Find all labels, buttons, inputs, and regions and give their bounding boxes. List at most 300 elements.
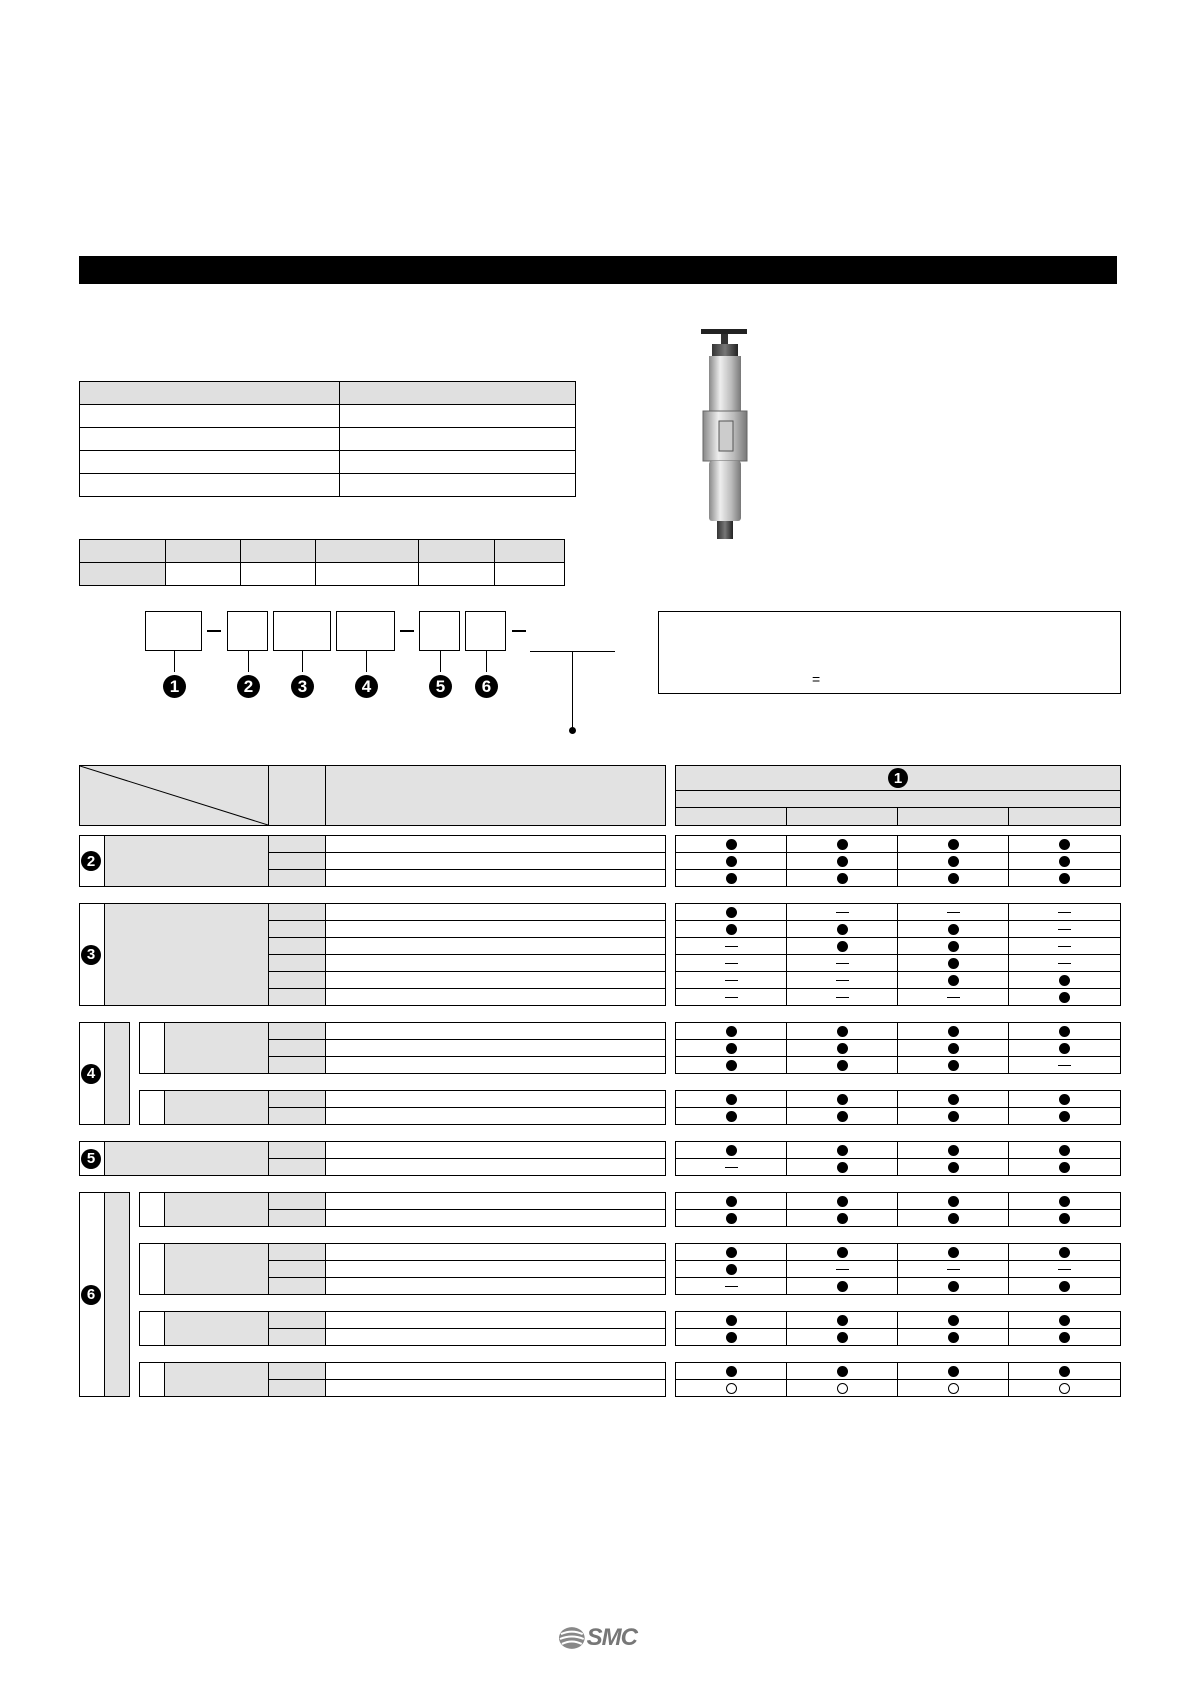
compatibility-cell (1008, 971, 1121, 989)
group-label-3 (79, 903, 269, 1006)
compatibility-cell (675, 903, 787, 921)
option-description-cell (325, 1362, 666, 1380)
available-mark (948, 924, 959, 935)
available-mark (948, 1281, 959, 1292)
compatibility-cell (675, 988, 787, 1006)
option-code-cell (268, 1243, 326, 1261)
option-description-cell (325, 852, 666, 870)
compatibility-cell (786, 1039, 898, 1057)
not-available-mark (836, 1269, 849, 1270)
available-mark (948, 975, 959, 986)
available-mark (726, 856, 737, 867)
group-label-6 (104, 1192, 130, 1397)
group-label-2 (79, 835, 269, 887)
matrix-model-header (675, 765, 1121, 791)
option-code-cell (268, 1141, 326, 1159)
not-available-mark (725, 997, 738, 998)
leader-dot (569, 727, 576, 734)
compatibility-cell (897, 954, 1009, 972)
compatibility-cell (675, 1362, 787, 1380)
callout-number-6: 6 (475, 675, 498, 698)
compatibility-cell (897, 1379, 1009, 1397)
available-mark (948, 1247, 959, 1258)
compatibility-cell (786, 852, 898, 870)
separator-dash (512, 630, 526, 632)
model-code-box-3 (273, 611, 331, 651)
note-box (658, 611, 1121, 694)
available-mark (1059, 1111, 1070, 1122)
compatibility-cell (1008, 1056, 1121, 1074)
compatibility-cell (897, 835, 1009, 853)
option-mark (726, 1383, 737, 1394)
separator-dash (207, 630, 221, 632)
group-badge-5: 5 (81, 1149, 101, 1169)
option-code-cell (268, 937, 326, 955)
compatibility-cell (897, 1022, 1009, 1040)
available-mark (948, 873, 959, 884)
available-mark (837, 1145, 848, 1156)
separator-dash (400, 630, 414, 632)
group-label-4 (104, 1022, 130, 1125)
equal-sign: = (812, 671, 821, 687)
compatibility-cell (675, 1158, 787, 1176)
available-mark (1059, 1315, 1070, 1326)
model-col-3 (897, 807, 1009, 826)
smc-logo-icon (557, 1625, 587, 1651)
compatibility-cell (675, 1141, 787, 1159)
compatibility-cell (675, 1090, 787, 1108)
available-mark (837, 1315, 848, 1326)
available-mark (837, 873, 848, 884)
available-mark (837, 1094, 848, 1105)
available-mark (837, 839, 848, 850)
available-mark (726, 907, 737, 918)
option-code-cell (268, 852, 326, 870)
not-available-mark (725, 1286, 738, 1287)
option-mark (948, 1383, 959, 1394)
option-description-cell (325, 1158, 666, 1176)
compatibility-cell (897, 971, 1009, 989)
callout-number-3: 3 (291, 675, 314, 698)
available-mark (948, 839, 959, 850)
group-badge-cell (79, 835, 105, 887)
available-mark (726, 1196, 737, 1207)
compatibility-cell (1008, 1022, 1121, 1040)
compatibility-cell (786, 1260, 898, 1278)
available-mark (726, 1026, 737, 1037)
leader-5 (440, 651, 441, 672)
model-col-2 (786, 807, 898, 826)
available-mark (948, 1145, 959, 1156)
option-description-cell (325, 937, 666, 955)
callout-number-1: 1 (163, 675, 186, 698)
available-mark (837, 1043, 848, 1054)
option-description-cell (325, 869, 666, 887)
compatibility-cell (786, 1107, 898, 1125)
available-mark (837, 941, 848, 952)
available-mark (726, 1145, 737, 1156)
group-badge-cell (79, 1141, 105, 1176)
available-mark (948, 1315, 959, 1326)
matrix-description-header (325, 765, 666, 826)
compatibility-cell (675, 1311, 787, 1329)
leader-1 (174, 651, 175, 672)
compatibility-cell (1008, 1277, 1121, 1295)
available-mark (1059, 1213, 1070, 1224)
available-mark (1059, 1094, 1070, 1105)
available-mark (726, 839, 737, 850)
available-mark (948, 1366, 959, 1377)
compatibility-cell (675, 1192, 787, 1210)
compatibility-cell (1008, 1090, 1121, 1108)
compatibility-cell (1008, 1362, 1121, 1380)
smc-logo-text: SMC (586, 1624, 637, 1651)
compatibility-cell (1008, 903, 1121, 921)
compatibility-cell (786, 1158, 898, 1176)
option-description-cell (325, 1056, 666, 1074)
option-description-cell (325, 1277, 666, 1295)
compatibility-cell (1008, 1260, 1121, 1278)
option-code-cell (268, 1379, 326, 1397)
compatibility-cell (897, 1311, 1009, 1329)
compatibility-cell (1008, 1158, 1121, 1176)
compatibility-cell (786, 1022, 898, 1040)
available-mark (837, 1332, 848, 1343)
section-header-bar (79, 256, 1117, 284)
compatibility-cell (1008, 1243, 1121, 1261)
option-code-cell (268, 1090, 326, 1108)
available-mark (1059, 1162, 1070, 1173)
product-regulator-image (695, 326, 755, 544)
compatibility-cell (1008, 1328, 1121, 1346)
subgroup-index-cell (139, 1022, 165, 1074)
option-mark (837, 1383, 848, 1394)
compatibility-cell (1008, 937, 1121, 955)
available-mark (1059, 975, 1070, 986)
available-mark (1059, 1247, 1070, 1258)
model-table (79, 539, 565, 586)
not-available-mark (725, 1167, 738, 1168)
compatibility-cell (1008, 920, 1121, 938)
compatibility-cell (786, 937, 898, 955)
available-mark (948, 856, 959, 867)
compatibility-cell (1008, 1107, 1121, 1125)
available-mark (837, 1213, 848, 1224)
option-description-cell (325, 1328, 666, 1346)
compatibility-cell (786, 1311, 898, 1329)
compatibility-cell (897, 903, 1009, 921)
available-mark (837, 856, 848, 867)
option-code-cell (268, 1328, 326, 1346)
available-mark (837, 1060, 848, 1071)
available-mark (948, 958, 959, 969)
available-mark (1059, 992, 1070, 1003)
available-mark (948, 1332, 959, 1343)
not-available-mark (836, 912, 849, 913)
available-mark (837, 1366, 848, 1377)
compatibility-cell (786, 954, 898, 972)
compatibility-cell (897, 852, 1009, 870)
available-mark (1059, 839, 1070, 850)
option-code-cell (268, 1277, 326, 1295)
leader-3 (302, 651, 303, 672)
not-available-mark (1058, 1065, 1071, 1066)
spec-table (79, 381, 576, 497)
available-mark (726, 1043, 737, 1054)
available-mark (1059, 1145, 1070, 1156)
compatibility-cell (897, 920, 1009, 938)
available-mark (1059, 1366, 1070, 1377)
not-available-mark (725, 963, 738, 964)
not-available-mark (725, 946, 738, 947)
available-mark (948, 1196, 959, 1207)
compatibility-cell (786, 835, 898, 853)
option-code-cell (268, 1209, 326, 1227)
compatibility-cell (675, 1328, 787, 1346)
available-mark (837, 1162, 848, 1173)
option-description-cell (325, 1311, 666, 1329)
compatibility-cell (675, 1022, 787, 1040)
compatibility-cell (786, 1209, 898, 1227)
available-mark (726, 1366, 737, 1377)
compatibility-cell (786, 1056, 898, 1074)
option-code-cell (268, 903, 326, 921)
compatibility-cell (786, 1379, 898, 1397)
available-mark (1059, 856, 1070, 867)
option-code-cell (268, 1311, 326, 1329)
compatibility-cell (1008, 1209, 1121, 1227)
available-mark (726, 1094, 737, 1105)
model-col-1 (675, 807, 787, 826)
group-badge-cell (79, 903, 105, 1006)
compatibility-cell (786, 1328, 898, 1346)
option-description-cell (325, 954, 666, 972)
available-mark (837, 1281, 848, 1292)
subgroup-label (164, 1362, 269, 1397)
model-col-4 (1008, 807, 1121, 826)
option-description-cell (325, 1379, 666, 1397)
compatibility-cell (1008, 1039, 1121, 1057)
compatibility-cell (675, 920, 787, 938)
compatibility-cell (675, 1056, 787, 1074)
available-mark (726, 873, 737, 884)
matrix-symbol-header (268, 765, 326, 826)
option-code-cell (268, 869, 326, 887)
compatibility-cell (897, 1277, 1009, 1295)
option-code-cell (268, 835, 326, 853)
available-mark (837, 924, 848, 935)
not-available-mark (836, 963, 849, 964)
option-description-cell (325, 1039, 666, 1057)
group-badge-6: 6 (81, 1285, 101, 1305)
subgroup-label (164, 1311, 269, 1346)
compatibility-cell (786, 1362, 898, 1380)
compatibility-cell (675, 835, 787, 853)
compatibility-cell (897, 937, 1009, 955)
compatibility-cell (1008, 835, 1121, 853)
option-code-cell (268, 1039, 326, 1057)
compatibility-cell (897, 1158, 1009, 1176)
available-mark (726, 1247, 737, 1258)
compatibility-cell (786, 903, 898, 921)
option-description-cell (325, 1260, 666, 1278)
compatibility-cell (786, 1090, 898, 1108)
available-mark (1059, 1026, 1070, 1037)
model-code-box-2 (227, 611, 268, 651)
leader-2 (248, 651, 249, 672)
compatibility-cell (1008, 954, 1121, 972)
not-available-mark (1058, 963, 1071, 964)
available-mark (726, 1213, 737, 1224)
subgroup-label (164, 1192, 269, 1227)
compatibility-cell (897, 1039, 1009, 1057)
subgroup-index-cell (139, 1243, 165, 1295)
option-code-cell (268, 1362, 326, 1380)
compatibility-cell (897, 1090, 1009, 1108)
group-badge-3: 3 (81, 945, 101, 965)
available-mark (948, 1094, 959, 1105)
available-mark (1059, 1332, 1070, 1343)
compatibility-cell (786, 1277, 898, 1295)
compatibility-cell (675, 869, 787, 887)
not-available-mark (947, 997, 960, 998)
compatibility-cell (786, 1141, 898, 1159)
option-code-cell (268, 954, 326, 972)
available-mark (837, 1111, 848, 1122)
subgroup-label (164, 1022, 269, 1074)
compatibility-cell (786, 1243, 898, 1261)
compatibility-cell (897, 1328, 1009, 1346)
group-badge-cell (79, 1022, 105, 1125)
compatibility-cell (897, 1056, 1009, 1074)
option-description-cell (325, 1090, 666, 1108)
option-mark (1059, 1383, 1070, 1394)
option-description-cell (325, 1192, 666, 1210)
option-code-cell (268, 1158, 326, 1176)
option-code-cell (268, 971, 326, 989)
compatibility-cell (897, 1192, 1009, 1210)
compatibility-cell (786, 869, 898, 887)
compatibility-cell (675, 954, 787, 972)
available-mark (1059, 1281, 1070, 1292)
option-description-cell (325, 1141, 666, 1159)
compatibility-cell (897, 869, 1009, 887)
compatibility-cell (1008, 1311, 1121, 1329)
compatibility-cell (675, 971, 787, 989)
subgroup-index-cell (139, 1362, 165, 1397)
not-available-mark (1058, 929, 1071, 930)
compatibility-cell (675, 852, 787, 870)
available-mark (948, 941, 959, 952)
available-mark (726, 1332, 737, 1343)
compatibility-cell (786, 920, 898, 938)
available-mark (726, 1264, 737, 1275)
compatibility-cell (897, 988, 1009, 1006)
compatibility-cell (675, 1260, 787, 1278)
subgroup-index-cell (139, 1090, 165, 1125)
available-mark (837, 1026, 848, 1037)
compatibility-cell (1008, 1379, 1121, 1397)
not-available-mark (1058, 912, 1071, 913)
option-leader-line-vertical (572, 651, 573, 730)
leader-4 (366, 651, 367, 672)
option-description-cell (325, 988, 666, 1006)
option-description-cell (325, 835, 666, 853)
not-available-mark (1058, 1269, 1071, 1270)
option-code-cell (268, 920, 326, 938)
not-available-mark (947, 912, 960, 913)
subgroup-label (164, 1243, 269, 1295)
group-badge-cell (79, 1192, 105, 1397)
callout-number-4: 4 (355, 675, 378, 698)
option-description-cell (325, 1243, 666, 1261)
not-available-mark (725, 980, 738, 981)
compatibility-cell (786, 1192, 898, 1210)
model-code-box-6 (465, 611, 506, 651)
diagonal-line (80, 766, 268, 825)
available-mark (1059, 1043, 1070, 1054)
not-available-mark (947, 1269, 960, 1270)
compatibility-cell (1008, 852, 1121, 870)
compatibility-cell (897, 1141, 1009, 1159)
available-mark (837, 1196, 848, 1207)
compatibility-cell (897, 1243, 1009, 1261)
not-available-mark (1058, 946, 1071, 947)
callout-number-5: 5 (429, 675, 452, 698)
available-mark (726, 1111, 737, 1122)
available-mark (726, 1315, 737, 1326)
group-badge-4: 4 (81, 1064, 101, 1084)
subgroup-index-cell (139, 1311, 165, 1346)
callout-number-2: 2 (237, 675, 260, 698)
leader-6 (486, 651, 487, 672)
available-mark (948, 1111, 959, 1122)
option-description-cell (325, 971, 666, 989)
available-mark (1059, 1196, 1070, 1207)
not-available-mark (836, 980, 849, 981)
compatibility-cell (1008, 1141, 1121, 1159)
option-code-cell (268, 1022, 326, 1040)
compatibility-cell (897, 1107, 1009, 1125)
option-code-cell (268, 1192, 326, 1210)
option-code-cell (268, 988, 326, 1006)
subgroup-index-cell (139, 1192, 165, 1227)
available-mark (1059, 873, 1070, 884)
available-mark (948, 1162, 959, 1173)
compatibility-cell (675, 937, 787, 955)
matrix-corner-header (79, 765, 269, 826)
available-mark (948, 1060, 959, 1071)
compatibility-cell (897, 1362, 1009, 1380)
group-badge-2: 2 (81, 851, 101, 871)
compatibility-cell (786, 988, 898, 1006)
compatibility-cell (1008, 1192, 1121, 1210)
model-code-box-5 (419, 611, 460, 651)
compatibility-cell (675, 1277, 787, 1295)
option-description-cell (325, 920, 666, 938)
subgroup-label (164, 1090, 269, 1125)
option-code-cell (268, 1107, 326, 1125)
model-code-box-4 (336, 611, 395, 651)
option-code-cell (268, 1260, 326, 1278)
group-label-5 (79, 1141, 269, 1176)
compatibility-cell (786, 971, 898, 989)
not-available-mark (836, 997, 849, 998)
available-mark (948, 1043, 959, 1054)
compatibility-cell (897, 1260, 1009, 1278)
compatibility-cell (897, 1209, 1009, 1227)
model-header-badge: 1 (888, 768, 908, 788)
